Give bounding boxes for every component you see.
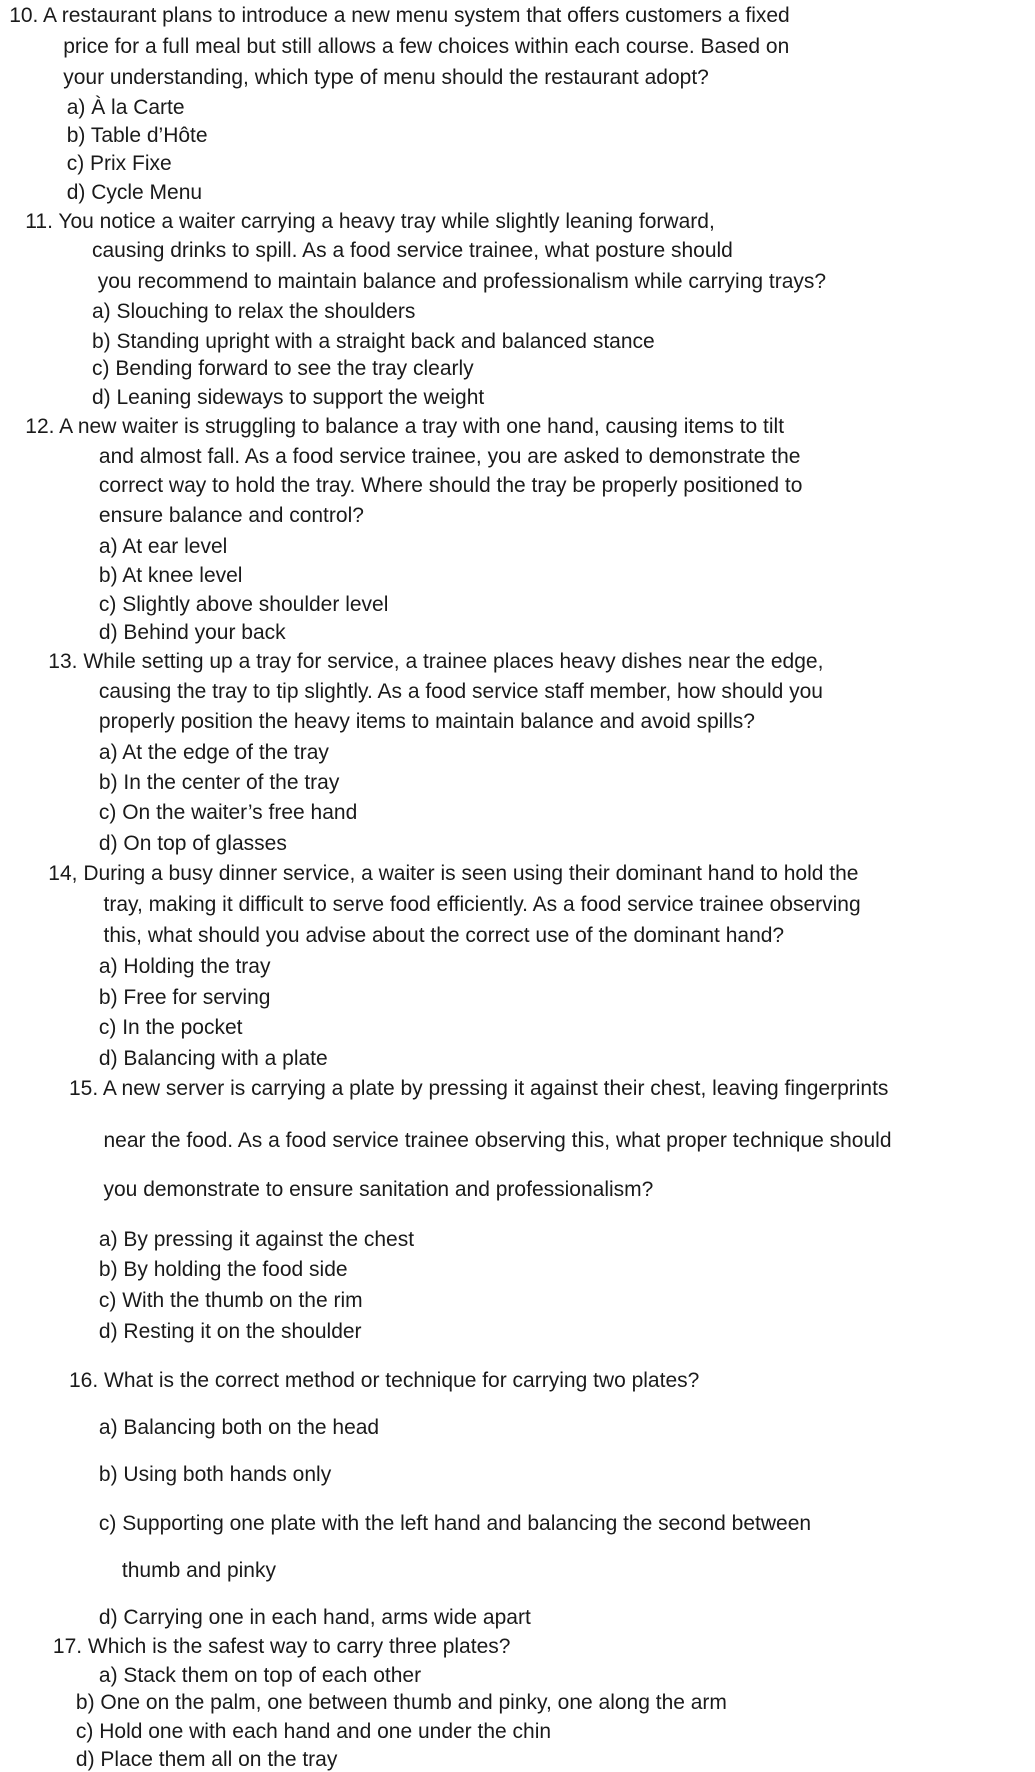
question-stem-continuation: you demonstrate to ensure sanitation and professionalism?	[103, 1178, 654, 1202]
answer-option: c) Supporting one plate with the left hand and balancing the second between	[98, 1511, 812, 1535]
answer-option: c) Hold one with each hand and one under the chin	[75, 1719, 552, 1743]
question-stem-continuation: correct way to hold the tray. Where should the tray be properly positioned to	[98, 474, 803, 498]
answer-option: c) Prix Fixe	[66, 152, 172, 176]
answer-option: d) Resting it on the shoulder	[98, 1319, 362, 1343]
answer-option: b) At knee level	[98, 564, 243, 588]
answer-option: d) Behind your back	[98, 620, 286, 644]
question-stem: 11. You notice a waiter carrying a heavy tray while slightly leaning forward,	[25, 209, 715, 233]
question-stem-continuation: and almost fall. As a food service trainee, you are asked to demonstrate the	[98, 444, 801, 468]
answer-option: a) At ear level	[98, 535, 228, 559]
question-stem: 12. A new waiter is struggling to balance a tray with one hand, causing items to tilt	[25, 414, 785, 438]
answer-option: c) With the thumb on the rim	[98, 1288, 363, 1312]
question-stem-continuation: causing drinks to spill. As a food service trainee, what posture should	[92, 238, 733, 262]
answer-option: d) Cycle Menu	[66, 181, 203, 205]
answer-option: c) Slightly above shoulder level	[98, 592, 389, 616]
answer-option: a) Slouching to relax the shoulders	[92, 299, 416, 323]
answer-option: b) Standing upright with a straight back and balanced stance	[92, 329, 655, 353]
answer-option: c) In the pocket	[98, 1016, 243, 1040]
question-stem-continuation: you recommend to maintain balance and professionalism while carrying trays?	[97, 269, 827, 293]
question-stem: 14, During a busy dinner service, a waiter is seen using their dominant hand to hold the	[48, 862, 859, 885]
answer-option: b) In the center of the tray	[98, 771, 340, 795]
answer-option: c) On the waiter’s free hand	[98, 801, 358, 825]
question-stem-continuation: ensure balance and control?	[98, 504, 364, 528]
question-stem: 15. A new server is carrying a plate by pressing it against their chest, leaving fingerprints	[69, 1077, 889, 1101]
answer-option: a) Holding the tray	[98, 955, 271, 979]
question-stem: 10. A restaurant plans to introduce a new menu system that offers customers a fixed	[9, 4, 790, 28]
question-stem-continuation: this, what should you advise about the correct use of the dominant hand?	[103, 924, 785, 948]
answer-option: a) By pressing it against the chest	[98, 1227, 415, 1251]
answer-option: a) Stack them on top of each other	[98, 1663, 422, 1687]
answer-option: c) Bending forward to see the tray clearly	[92, 357, 474, 381]
question-stem-continuation: price for a full meal but still allows a few choices within each course. Based on	[63, 35, 790, 59]
question-stem: 17. Which is the safest way to carry three plates?	[52, 1634, 511, 1658]
answer-option: thumb and pinky	[121, 1558, 276, 1582]
answer-option: b) One on the palm, one between thumb and pinky, one along the arm	[75, 1691, 727, 1715]
answer-option: d) Leaning sideways to support the weight	[92, 385, 485, 409]
answer-option: b) By holding the food side	[98, 1257, 348, 1281]
question-stem: 16. What is the correct method or technique for carrying two plates?	[69, 1369, 700, 1393]
question-stem-continuation: your understanding, which type of menu should the restaurant adopt?	[63, 66, 709, 90]
answer-option: a) À la Carte	[66, 96, 185, 120]
answer-option: d) Carrying one in each hand, arms wide apart	[98, 1606, 531, 1630]
answer-option: d) Place them all on the tray	[75, 1747, 338, 1771]
answer-option: a) Balancing both on the head	[98, 1416, 380, 1440]
answer-option: a) At the edge of the tray	[98, 741, 329, 765]
question-stem-continuation: causing the tray to tip slightly. As a food service staff member, how should you	[98, 680, 823, 704]
question-stem: 13. While setting up a tray for service, a trainee places heavy dishes near the edge,	[48, 650, 824, 674]
question-stem-continuation: tray, making it difficult to serve food efficiently. As a food service trainee observing	[103, 893, 861, 917]
answer-option: d) Balancing with a plate	[98, 1047, 328, 1071]
answer-option: b) Using both hands only	[98, 1463, 332, 1487]
question-stem-continuation: near the food. As a food service trainee observing this, what proper technique should	[103, 1128, 892, 1152]
answer-option: b) Free for serving	[98, 986, 271, 1010]
answer-option: d) On top of glasses	[98, 832, 287, 856]
question-stem-continuation: properly position the heavy items to maintain balance and avoid spills?	[98, 710, 755, 734]
answer-option: b) Table d’Hôte	[66, 123, 208, 147]
